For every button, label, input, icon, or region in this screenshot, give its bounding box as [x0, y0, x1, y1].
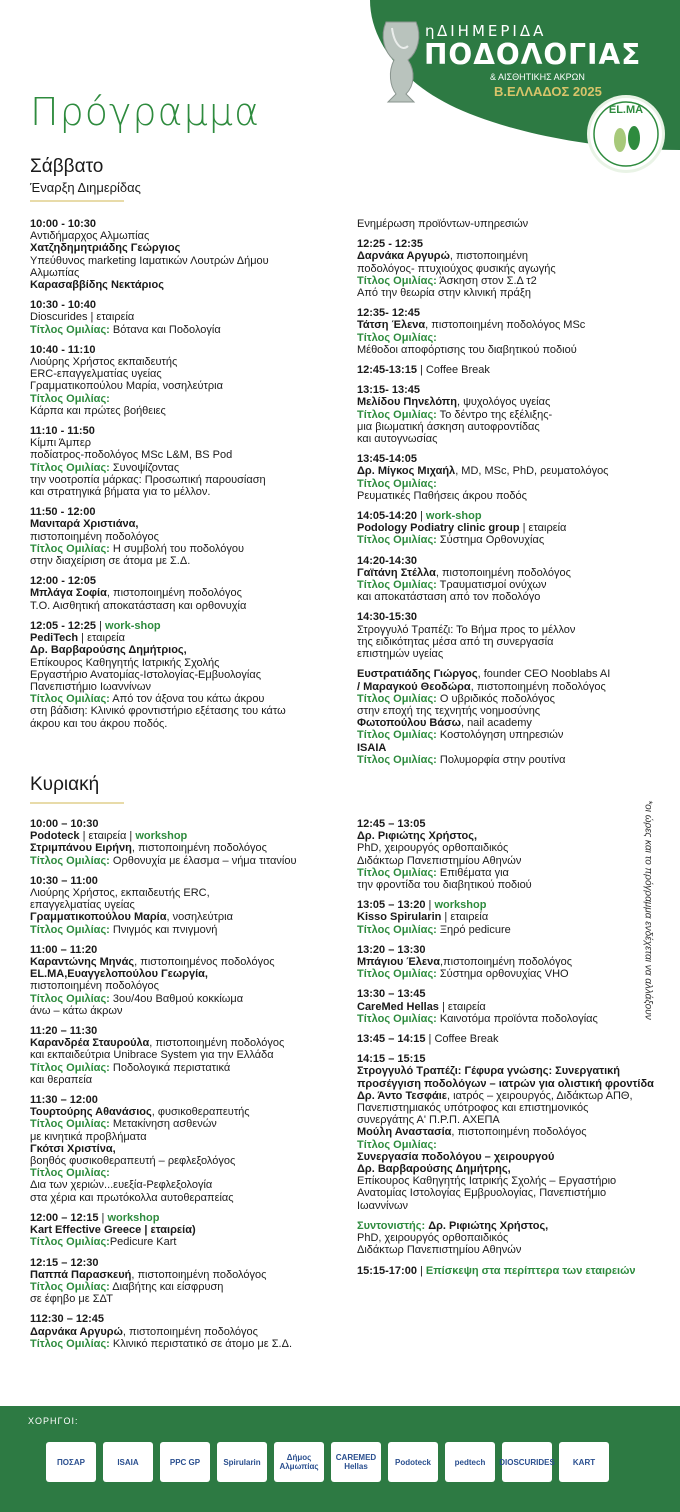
- schedule-line: Τίτλος Ομιλίας: Από τον άξονα του κάτω άκρου: [30, 693, 265, 706]
- schedule-line: Συνεργασία ποδολόγου – χειρουργού: [357, 1150, 555, 1163]
- schedule-line: 12:00 - 12:05: [30, 575, 97, 588]
- schedule-line: Δρ. Μίγκος Μιχαήλ, MD, MSc, PhD, ρευματολόγος: [357, 465, 609, 478]
- schedule-line: Τίτλος Ομιλίας: Διαβήτης και είσφρυση: [30, 1280, 224, 1293]
- schedule-line: Δια των χεριών...ευεξία-Ρεφλεξολογία: [30, 1179, 213, 1192]
- sponsors-footer: [0, 1406, 680, 1512]
- schedule-line: Μπλάγα Σοφία, πιστοποιημένη ποδολόγος: [30, 587, 242, 600]
- schedule-line: Δαρνάκα Αργυρώ, πιστοποιημένη ποδολόγος: [30, 1325, 258, 1338]
- schedule-line: Τίτλος Ομιλίας: Ποδολογικά περιστατικά: [30, 1061, 231, 1074]
- schedule-entry: [357, 510, 657, 547]
- schedule-line: επαγγελματίας υγείας: [30, 899, 135, 912]
- schedule-entry: [357, 988, 637, 1025]
- schedule-entry: [30, 218, 350, 291]
- schedule-entry: [30, 818, 350, 867]
- schedule-line: PhD, χειρουργός ορθοπαιδικός: [357, 1232, 509, 1245]
- schedule-entry: [357, 611, 657, 660]
- schedule-line: ISAIA: [357, 741, 387, 754]
- schedule-entry: [357, 218, 657, 230]
- schedule-line: άκρου και του άκρου ποδός.: [30, 717, 168, 730]
- schedule-line: Τίτλος Ομιλίας: Ο υβριδικός ποδολόγος: [357, 692, 555, 705]
- schedule-line: Πανεπιστημιακός υπότροφος και επιστημονικός: [357, 1102, 589, 1115]
- schedule-line: Τίτλος Ομιλίας: Καινοτόμα προϊόντα ποδολογίας: [357, 1012, 598, 1025]
- schedule-entry: [30, 575, 350, 612]
- schedule-line: Τίτλος Ομιλίας: Πνιγμός και πνιγμονή: [30, 923, 218, 936]
- schedule-entry: [30, 425, 350, 498]
- schedule-line: Στρογγυλό Τραπέζι: Το Βήμα προς το μέλλον: [357, 623, 576, 636]
- schedule-line: Συντονιστής: Δρ. Ριφιώτης Χρήστος,: [357, 1219, 549, 1232]
- schedule-line: Ιωαννίνων: [357, 1199, 409, 1212]
- schedule-entry: [357, 1265, 637, 1277]
- schedule-line: Δρ. Βαρβαρούσης Δημήτριος,: [30, 644, 187, 657]
- schedule-line: CareMed Hellas | εταιρεία: [357, 1000, 486, 1013]
- sunday-left-column: [30, 818, 350, 1358]
- sponsor-logo: Δήμος Αλμωπίας: [274, 1442, 324, 1482]
- schedule-line: βοηθός φυσικοθεραπευτή – ρεφλεξολόγος: [30, 1155, 236, 1168]
- schedule-entry: [357, 818, 637, 891]
- schedule-change-note: [638, 770, 658, 1050]
- schedule-line: 14:20-14:30: [357, 554, 417, 567]
- schedule-entry: [30, 1313, 350, 1350]
- schedule-line: στην διαχείριση σε άτομα με Σ.Δ.: [30, 555, 191, 568]
- schedule-line: ποδίατρος-ποδολόγος MSc L&M, BS Pod: [30, 449, 233, 462]
- schedule-line: Δρ. Βαρβαρούσης Δημήτρης,: [357, 1163, 511, 1176]
- schedule-line: επιστημών υγείας: [357, 648, 444, 661]
- schedule-line: Τίτλος Ομιλίας: Μετακίνηση ασθενών: [30, 1118, 217, 1131]
- sponsor-logo: Spirularin: [217, 1442, 267, 1482]
- schedule-line: Τουρτούρης Αθανάσιος, φυσικοθεραπευτής: [30, 1106, 250, 1119]
- schedule-line: Τίτλος Ομιλίας:: [30, 392, 110, 405]
- schedule-line: 13:30 – 13:45: [357, 988, 426, 1001]
- schedule-entry: [30, 1094, 350, 1204]
- schedule-entry: [30, 620, 350, 730]
- schedule-entry: [30, 344, 350, 417]
- schedule-line: 12:45-13:15 | Coffee Break: [357, 364, 490, 377]
- elma-logo: [590, 98, 662, 170]
- schedule-line: την νοοτροπία μάρκας: Προσωπική παρουσίαση: [30, 473, 266, 486]
- schedule-entry: [357, 1033, 637, 1045]
- schedule-entry: [357, 238, 657, 299]
- sponsor-logo: ISAIA: [103, 1442, 153, 1482]
- sunday-underline: [30, 802, 124, 804]
- saturday-left-column: [30, 218, 350, 738]
- schedule-line: 11:00 – 11:20: [30, 943, 98, 956]
- schedule-line: 11:10 - 11:50: [30, 425, 95, 438]
- sponsor-logo: pedtech: [445, 1442, 495, 1482]
- schedule-entry: [357, 1053, 654, 1212]
- schedule-line: 13:45 – 14:15 | Coffee Break: [357, 1033, 499, 1046]
- schedule-line: Καρανδρέα Σταυρούλα, πιστοποιημένη ποδολόγος: [30, 1037, 285, 1050]
- schedule-line: Φωτοπούλου Βάσω, nail academy: [357, 717, 532, 730]
- elma-logo-name: EL.MA: [608, 104, 644, 116]
- schedule-line: Kisso Spirularin | εταιρεία: [357, 911, 489, 924]
- sponsor-logo: PPC GP: [160, 1442, 210, 1482]
- page-title: Πρόγραμμα: [30, 90, 261, 134]
- schedule-line: και εκπαιδεύτρια Unibrace System για την Ελλάδα: [30, 1049, 274, 1062]
- schedule-line: Τ.Ο. Αισθητική αποκατάσταση και ορθονυχία: [30, 599, 247, 612]
- schedule-line: Μέθοδοι αποφόρτισης του διαβητικού ποδιού: [357, 343, 577, 356]
- schedule-line: Διδάκτωρ Πανεπιστημίου Αθηνών: [357, 1244, 522, 1257]
- schedule-line: Τίτλος Ομιλίας:Pedicure Kart: [30, 1236, 177, 1249]
- schedule-line: 14:30-15:30: [357, 611, 417, 624]
- side-note-text: *οι ώρες και το πρόγραμμα ενδέχεται να αλλάξουν: [642, 800, 654, 1020]
- schedule-line: και στρατηγικά βήματα για το μέλλον.: [30, 486, 211, 499]
- schedule-entry: [30, 1257, 350, 1306]
- schedule-line: και θεραπεία: [30, 1073, 93, 1086]
- sponsor-logo: ΠΟΣΑΡ: [46, 1442, 96, 1482]
- schedule-line: Επίκουρος Καθηγητής Ιατρικής Σχολής – Εργαστήριο: [357, 1175, 617, 1188]
- header-title: ΠΟΔΟΛΟΓΙΑΣ: [424, 38, 642, 71]
- sunday-heading: Κυριακή: [30, 774, 100, 795]
- schedule-line: Μελίδου Πηνελόπη, ψυχολόγος υγείας: [357, 396, 551, 409]
- schedule-line: Παππά Παρασκευή, πιστοποιημένη ποδολόγος: [30, 1268, 267, 1281]
- schedule-line: Πανεπιστήμιο Ιωαννίνων: [30, 680, 151, 693]
- schedule-line: Τίτλος Ομιλίας: Σύστημα ορθονυχίας VHO: [357, 968, 569, 981]
- schedule-line: Γραμματικοπούλου Μαρία, νοσηλεύτρια: [30, 911, 233, 924]
- sponsor-logo: KART: [559, 1442, 609, 1482]
- schedule-line: Τίτλος Ομιλίας: Το δέντρο της εξέλιξης-: [357, 408, 553, 421]
- schedule-entry: [30, 1025, 350, 1086]
- saturday-subtitle: Έναρξη Διημερίδας: [30, 180, 141, 195]
- schedule-line: Τίτλος Ομιλίας: 3ου/4ου Βαθμού κοκκίωμα: [30, 992, 244, 1005]
- schedule-line: Γαϊτάνη Στέλλα, πιστοποιημένη ποδολόγος: [357, 566, 571, 579]
- schedule-line: Podology Podiatry clinic group | εταιρεία: [357, 522, 567, 535]
- schedule-line: Τάτση Έλενα, πιστοποιημένη ποδολόγος MSc: [357, 319, 586, 332]
- schedule-line: PhD, χειρουργός ορθοπαιδικός: [357, 842, 509, 855]
- schedule-line: Γκότσι Χριστίνα,: [30, 1142, 116, 1155]
- schedule-line: Τίτλος Ομιλίας: Ξηρό pedicure: [357, 923, 511, 936]
- schedule-line: 11:20 – 11:30: [30, 1025, 98, 1038]
- saturday-underline: [30, 200, 124, 202]
- schedule-line: Κίμπι Άμπερ: [30, 437, 92, 450]
- schedule-line: 10:30 - 10:40: [30, 299, 97, 312]
- schedule-entry: [357, 668, 657, 766]
- schedule-entry: [30, 299, 350, 336]
- schedule-line: πιστοποιημένη ποδολόγος: [30, 530, 159, 543]
- schedule-line: / Μαραγκού Θεοδώρα, πιστοποιημένη ποδολόγος: [357, 680, 606, 693]
- schedule-line: στην εποχή της τεχνητής νοημοσύνης: [357, 704, 541, 717]
- schedule-line: ποδολόγος- πτυχιούχος φυσικής αγωγής: [357, 262, 556, 275]
- schedule-entry: [30, 506, 350, 567]
- schedule-line: Τίτλος Ομιλίας: Τραυματισμοί ονύχων: [357, 579, 547, 592]
- schedule-line: Επίκουρος Καθηγητής Ιατρικής Σχολής: [30, 656, 220, 669]
- saturday-right-column: [357, 218, 657, 774]
- schedule-entry: [30, 944, 350, 1017]
- schedule-line: Podoteck | εταιρεία | workshop: [30, 830, 188, 843]
- schedule-line: Τίτλος Ομιλίας: Κλινικό περιστατικό σε άτομο με Σ.Δ.: [30, 1337, 292, 1350]
- schedule-line: Καραντώνης Μηνάς, πιστοποιημένος ποδολόγος: [30, 956, 275, 969]
- schedule-line: Τίτλος Ομιλίας: Σύστημα Ορθονυχίας: [357, 534, 545, 547]
- sponsor-logo: CAREMED Hellas: [331, 1442, 381, 1482]
- schedule-line: Κάρπα και πρώτες βοήθειες: [30, 404, 166, 417]
- schedule-line: EL.MA,Ευαγγελοπούλου Γεωργία,: [30, 968, 208, 981]
- schedule-line: 12:25 - 12:35: [357, 238, 424, 251]
- schedule-entry: [357, 384, 657, 445]
- schedule-line: Τίτλος Ομιλίας:: [357, 477, 437, 490]
- schedule-line: άνω – κάτω άκρων: [30, 1004, 123, 1017]
- schedule-line: 14:05-14:20 | work-shop: [357, 510, 482, 523]
- schedule-line: μια βιωματική άσκηση αυτοφροντίδας: [357, 420, 540, 433]
- schedule-line: Dioscurides | εταιρεία: [30, 311, 135, 324]
- schedule-line: Ενημέρωση προϊόντων-υπηρεσιών: [357, 218, 529, 230]
- schedule-line: Αλμωπίας: [30, 266, 80, 279]
- schedule-line: 12:45 – 13:05: [357, 818, 426, 830]
- schedule-line: Τίτλος Ομιλίας: Συνοψίζοντας: [30, 461, 180, 474]
- schedule-line: και αυτογνωσίας: [357, 433, 438, 446]
- schedule-line: Λιούρης Χρήστος εκπαιδευτής: [30, 356, 178, 369]
- schedule-line: Τίτλος Ομιλίας: Επιθέματα για: [357, 866, 509, 879]
- schedule-entry: [357, 364, 657, 376]
- sponsor-logo: DIOSCURIDES: [502, 1442, 552, 1482]
- schedule-line: Τίτλος Ομιλίας:: [357, 1138, 437, 1151]
- schedule-line: 11:30 – 12:00: [30, 1094, 98, 1107]
- schedule-line: στη βάδιση: Κλινικό φροντιστήριο εξέτασης του κάτω: [30, 705, 286, 718]
- schedule-line: Εργαστήριο Ανατομίας-Ιστολογίας-Εμβυολογίας: [30, 668, 262, 681]
- sponsors-label: ΧΟΡΗΓΟΙ:: [28, 1416, 79, 1426]
- schedule-line: 14:15 – 15:15: [357, 1053, 426, 1066]
- header-year: Β.ΕΛΛΑΔΟΣ 2025: [494, 84, 602, 99]
- schedule-line: 10:30 – 11:00: [30, 874, 98, 887]
- schedule-line: 15:15-17:00 | Επίσκεψη στα περίπτερα των εταιρειών: [357, 1264, 636, 1277]
- schedule-line: 12:00 – 12:15 | workshop: [30, 1211, 160, 1224]
- schedule-line: Τίτλος Ομιλίας: Άσκηση στον Σ.Δ τ2: [357, 274, 537, 287]
- schedule-line: της ειδικότητας μέσα από τη συνεργασία: [357, 635, 554, 648]
- schedule-line: και αποκατάσταση από τον ποδολόγο: [357, 591, 541, 604]
- header-event: ΔΙΗΜΕΡΙΔΑ: [437, 22, 547, 40]
- schedule-line: Τίτλος Ομιλίας: Ορθονυχία με έλασμα – νήμα τιτανίου: [30, 854, 297, 867]
- schedule-entry: [357, 944, 637, 981]
- schedule-line: Χατζηδημητριάδης Γεώργιος: [30, 242, 181, 255]
- schedule-entry: [30, 1212, 350, 1249]
- schedule-line: 13:45-14:05: [357, 453, 417, 466]
- schedule-line: συνεργάτης Α' Π.Ρ.Π. ΑΧΕΠΑ: [357, 1114, 500, 1127]
- schedule-entry: [357, 1220, 637, 1257]
- schedule-entry: [357, 307, 657, 356]
- schedule-line: Στρογγυλό Τραπέζι: Γέφυρα γνώσης: Συνεργατική: [357, 1065, 621, 1078]
- schedule-line: Υπεύθυνος marketing Ιαματικών Λουτρών Δήμου: [30, 254, 269, 267]
- header-subtitle: & ΑΙΣΘΗΤΙΚΗΣ ΑΚΡΩΝ: [490, 72, 585, 82]
- schedule-line: στα χέρια και πρωτόκολλα αυτοθεραπείας: [30, 1191, 234, 1204]
- schedule-line: σε έφηβο με ΣΔΤ: [30, 1293, 113, 1306]
- schedule-entry: [30, 875, 350, 936]
- schedule-line: 13:15- 13:45: [357, 384, 420, 397]
- schedule-line: 12:05 - 12:25 | work-shop: [30, 619, 161, 632]
- header-eta: η: [425, 22, 435, 40]
- schedule-line: 112:30 – 12:45: [30, 1313, 105, 1326]
- schedule-line: Από την θεωρία στην κλινική πράξη: [357, 287, 531, 300]
- schedule-entry: [357, 899, 637, 936]
- schedule-line: 13:20 – 13:30: [357, 943, 426, 956]
- schedule-line: ERC-επαγγελματίας υγείας: [30, 368, 162, 381]
- schedule-line: Ευστρατιάδης Γιώργος, founder CEO Nooblabs AI: [357, 668, 611, 681]
- schedule-line: Διδάκτωρ Πανεπιστημίου Αθηνών: [357, 854, 522, 867]
- schedule-line: Τίτλος Ομιλίας: Πολυμορφία στην ρουτίνα: [357, 753, 566, 766]
- schedule-line: 10:00 - 10:30: [30, 218, 97, 230]
- schedule-line: Τίτλος Ομιλίας:: [357, 331, 437, 344]
- schedule-line: Ανατομίας Ιστολογίας Εμβρυολογίας, Πανεπιστήμιο: [357, 1187, 607, 1200]
- sponsors-list: [46, 1442, 609, 1482]
- schedule-line: 10:40 - 11:10: [30, 343, 96, 356]
- schedule-line: Τίτλος Ομιλίας: Κοστολόγηση υπηρεσιών: [357, 729, 564, 742]
- schedule-line: Τίτλος Ομιλίας: Η συμβολή του ποδολόγου: [30, 542, 244, 555]
- schedule-line: Στριμπάνου Ειρήνη, πιστοποιημένη ποδολόγος: [30, 842, 267, 855]
- schedule-entry: [357, 453, 657, 502]
- schedule-line: Αντιδήμαρχος Αλμωπίας: [30, 230, 150, 243]
- trophy-logo: [378, 16, 424, 108]
- schedule-line: 10:00 – 10:30: [30, 818, 99, 830]
- schedule-line: Ρευματικές Παθήσεις άκρου ποδός: [357, 489, 527, 502]
- schedule-entry: [357, 555, 657, 604]
- schedule-line: 13:05 – 13:20 | workshop: [357, 899, 487, 912]
- footprint-icon: [590, 98, 662, 170]
- schedule-line: Τίτλος Ομιλίας: Βότανα και Ποδολογία: [30, 323, 221, 336]
- schedule-line: προσέγγιση ποδολόγων – ιατρών για ολιστική φροντίδα: [357, 1077, 654, 1090]
- schedule-line: Kart Effective Greece | εταιρεία): [30, 1224, 196, 1237]
- sponsor-logo: Podoteck: [388, 1442, 438, 1482]
- schedule-line: Γραμματικοπούλου Μαρία, νοσηλεύτρια: [30, 380, 223, 393]
- schedule-line: 12:35- 12:45: [357, 307, 420, 320]
- schedule-line: 12:15 – 12:30: [30, 1256, 99, 1269]
- schedule-line: 11:50 - 12:00: [30, 506, 96, 519]
- schedule-line: Λιούρης Χρήστος, εκπαιδευτής ERC,: [30, 887, 210, 900]
- schedule-line: Καρασαββίδης Νεκτάριος: [30, 279, 164, 292]
- schedule-line: PediTech | εταιρεία: [30, 632, 125, 645]
- schedule-line: Δρ. Ριφιώτης Χρήστος,: [357, 830, 478, 843]
- schedule-line: Μανιταρά Χριστιάνα,: [30, 518, 139, 531]
- schedule-line: Μούλη Αναστασία, πιστοποιημένη ποδολόγος: [357, 1126, 587, 1139]
- schedule-line: την φροντίδα του διαβητικού ποδιού: [357, 879, 532, 892]
- schedule-line: Δρ. Άντο Τεσφάιε, ιατρός – χειρουργός, Διδάκτωρ ΑΠΘ,: [357, 1089, 633, 1102]
- schedule-line: με κινητικά προβλήματα: [30, 1130, 147, 1143]
- schedule-line: Τίτλος Ομιλίας:: [30, 1167, 110, 1180]
- schedule-line: Μπάγιου Έλενα,πιστοποιημένη ποδολόγος: [357, 956, 573, 969]
- schedule-line: πιστοποιημένη ποδολόγος: [30, 980, 159, 993]
- schedule-line: Δαρνάκα Αργυρώ, πιστοποιημένη: [357, 250, 528, 263]
- saturday-heading: Σάββατο: [30, 156, 104, 177]
